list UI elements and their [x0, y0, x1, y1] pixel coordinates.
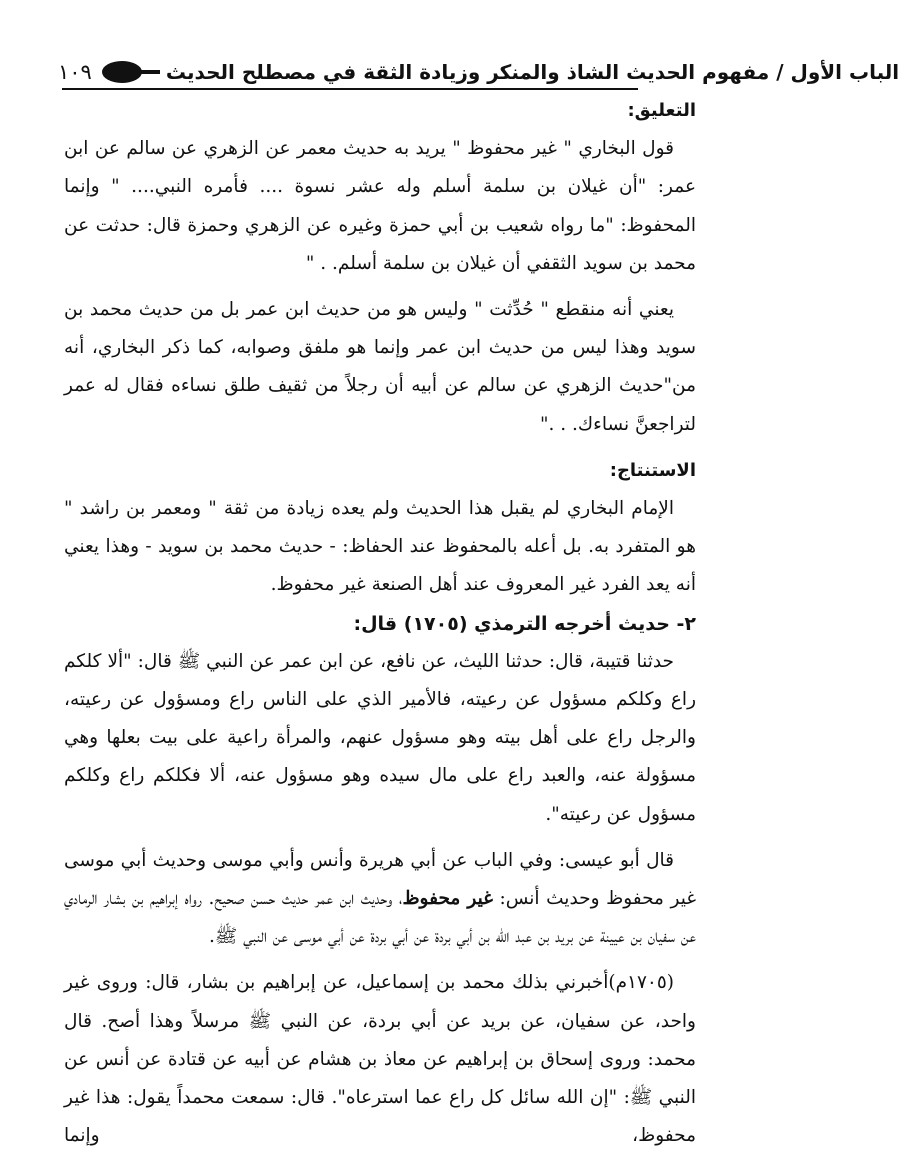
section-heading-commentary: التعليق: [627, 100, 696, 121]
section-heading-hadith: ٢- حديث أخرجه الترمذي (١٧٠٥) قال: [353, 612, 696, 635]
paragraph: قول البخاري " غير محفوظ " يريد به حديث معمر عن الزهري عن سالم عن ابن عمر: "أن غيلان بن سلمة أسلم وله عشر نسوة .... فأمره النبي.... " وإنما المحفوظ: "ما رواه شعيب بن أبي حمزة وغيره عن الزهري وحمزة قال: حدثت عن محمد بن سويد الثقفي أن غيلان بن سلمة أسلم. . " [64, 138, 696, 274]
paragraph: حدثنا قتيبة، قال: حدثنا الليث، عن نافع، عن ابن عمر عن النبي ﷺ قال: "ألا كلكم راع وكلكم مسؤول عن رعيته، فالأمير الذي على الناس راع ومسؤول عن رعيته، والرجل راع على أهل بيته وهو مسؤول عنهم، والمرأة راعية على بيت بعلها وهي مسؤولة عنه، والعبد راع على مال سيده وهو مسؤول عنه، ألا فكلكم راع وكلكم مسؤول عن رعيته". [64, 650, 696, 825]
text-run: قال أبو عيسى: وفي الباب عن أبي هريرة وأنس وأبي موسى وحديث أبي موسى غير محفوظ وحديث أنس: [64, 849, 696, 910]
paragraph: يعني أنه منقطع " حُدِّثت " وليس هو من حديث ابن عمر بل من حديث محمد بن سويد وهذا ليس من حديث ابن عمر وإنما هو ملفق وصوابه، كما ذكر البخاري، أنه من"حديث الزهري عن سالم عن أبيه أن رجلاً من ثقيف طلق نساءه فقال له عمر لتراجعنَّ نساءك. . ." [64, 299, 696, 435]
header-rule [62, 88, 638, 90]
paragraph [64, 842, 696, 957]
page-body [64, 92, 696, 1155]
section-heading-conclusion: الاستنتاج: [609, 459, 696, 481]
paragraph: (١٧٠٥م)أخبرني بذلك محمد بن إسماعيل، عن إبراهيم بن بشار، قال: وروى غير واحد، عن سفيان، عن بريد عن أبي بردة، عن النبي ﷺ مرسلاً وهذا أصح. قال محمد: وروى إسحاق بن إبراهيم عن معاذ بن هشام عن أبيه عن قتادة عن أنس عن النبي ﷺ: "إن الله سائل كل راع عما استرعاه". قال: سمعت محمداً يقول: هذا غير محفوظ، وإنما [64, 972, 696, 1147]
text-run: ، وحديث ابن عمر حديث حسن صحيح. رواه إبراهيم بن بشار الرمادي عن سفيان بن عيينة عن بريد بن عبد الله بن أبي بردة عن أبي بردة عن أبي موسى عن النبي ﷺ. [64, 888, 696, 948]
paragraph: الإمام البخاري لم يقبل هذا الحديث ولم يعده زيادة من ثقة " ومعمر بن راشد " هو المتفرد به. بل أعله بالمحفوظ عند الحفاظ: - حديث محمد بن سويد - وهذا يعني أنه يعد الفرد غير المعروف عند أهل الصنعة غير محفوظ. [64, 498, 696, 596]
running-header-title: الباب الأول / مفهوم الحديث الشاذ والمنكر وزيادة الثقة في مصطلح الحديث [165, 60, 899, 84]
header-ornament [102, 61, 160, 83]
page-number: ١٠٩ [58, 60, 92, 84]
bold-text: غير محفوظ [402, 888, 493, 910]
